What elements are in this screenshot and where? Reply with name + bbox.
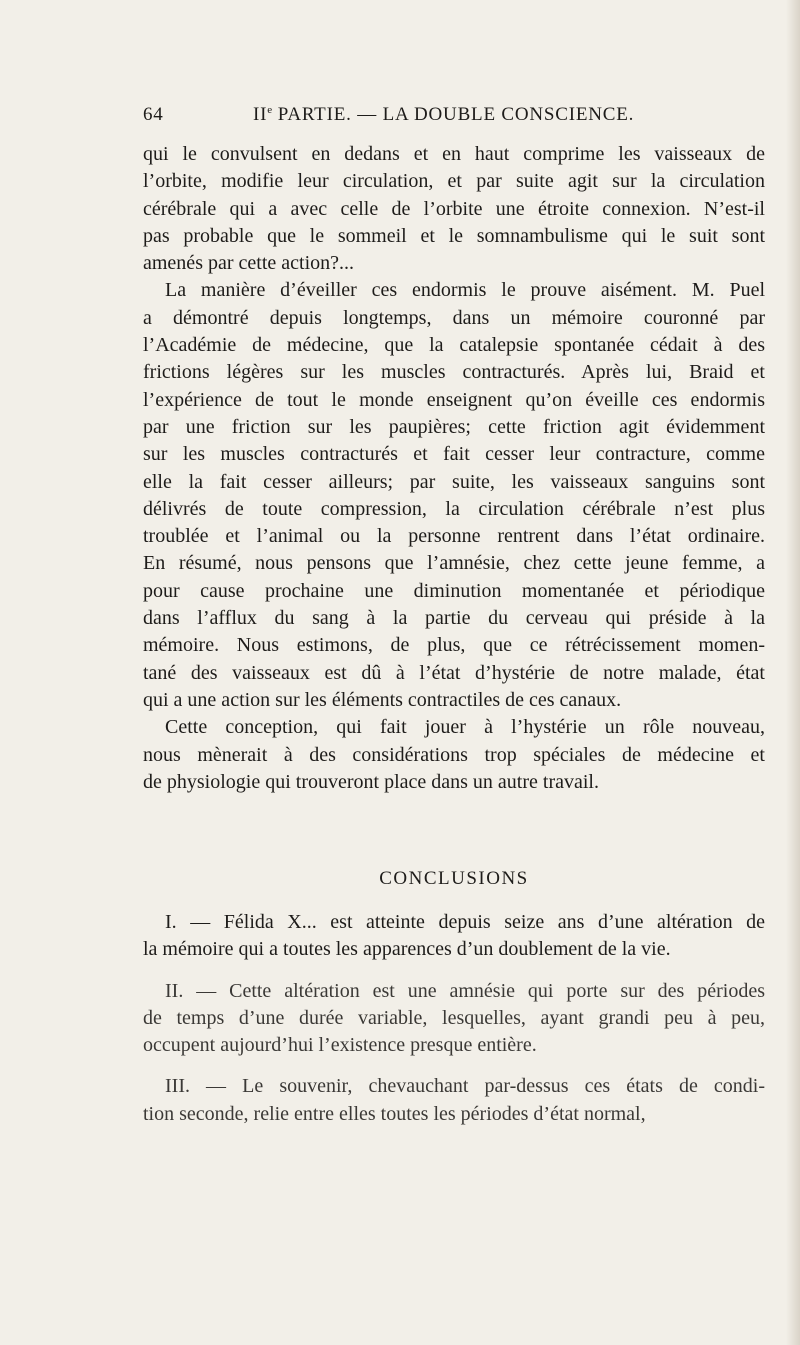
page-number: 64 [143,104,164,125]
text-line: l’Académie de médecine, que la catalepsie spontanée cédait à des [143,334,765,357]
text-line: III. — Le souvenir, chevauchant par-dessus ces états de condi- [165,1075,765,1098]
conclusions-heading: CONCLUSIONS [379,868,529,889]
text-line: frictions légères sur les muscles contracturés. Après lui, Braid et [143,361,765,384]
text-line: par une friction sur les paupières; cette friction agit évidemment [143,415,765,438]
text-line: dans l’afflux du sang à la partie du cerveau qui préside à la [143,607,765,630]
paragraph-2 [143,277,765,714]
paragraph-3 [143,714,765,796]
text-line: tion seconde, relie entre elles toutes les périodes d’état normal, [143,1102,646,1125]
text-line: a démontré depuis longtemps, dans un mémoire couronné par [143,306,765,329]
text-line: occupent aujourd’hui l’existence presque entière. [143,1034,537,1057]
body-text [143,141,765,796]
text-line: II. — Cette altération est une amnésie qui porte sur des périodes [165,979,765,1002]
text-line: I. — Félida X... est atteinte depuis seize ans d’une altération de [165,911,765,933]
page-edge-shadow [786,0,800,1345]
text-line: elle la fait cesser ailleurs; par suite, les vaisseaux sanguins sont [143,470,765,493]
text-line: délivrés de toute compression, la circulation cérébrale n’est plus [143,497,765,520]
running-header [143,104,743,134]
text-line: cérébrale qui a avec celle de l’orbite une étroite connexion. N’est-il [143,197,765,220]
text-line: sur les muscles contracturés et fait cesser leur contracture, comme [143,443,765,466]
part-prefix: II [253,104,268,125]
text-line: nous mènerait à des considérations trop spéciales de médecine et [143,743,765,766]
text-line: la mémoire qui a toutes les apparences d’un doublement de la vie. [143,938,671,961]
text-line: troublée et l’animal ou la personne rentrent dans l’état ordinaire. [143,525,765,548]
conclusion-item-1 [143,909,765,964]
part-title: PARTIE. — LA DOUBLE CONSCIENCE. [272,104,635,125]
conclusion-item-2 [143,978,765,1060]
text-line: qui a une action sur les éléments contractiles de ces canaux. [143,688,622,711]
running-title [253,104,634,126]
conclusion-item-3 [143,1073,765,1128]
text-line: Cette conception, qui fait jouer à l’hystérie un rôle nouveau, [165,716,765,739]
text-line: mémoire. Nous estimons, de plus, que ce rétrécissement momen- [143,634,765,657]
text-line: l’orbite, modifie leur circulation, et par suite agit sur la circulation [143,170,765,193]
part-superscript: e [267,104,273,116]
paragraph-1 [143,141,765,277]
text-line: qui le convulsent en dedans et en haut comprime les vaisseaux de [143,143,765,165]
text-line: tané des vaisseaux est dû à l’état d’hystérie de notre malade, état [143,661,765,684]
text-line: de temps d’une durée variable, lesquelles, ayant grandi peu à peu, [143,1006,765,1029]
text-line: La manière d’éveiller ces endormis le prouve aisément. M. Puel [165,279,765,302]
text-line: pas probable que le sommeil et le somnambulisme qui le suit sont [143,224,765,247]
text-line: de physiologie qui trouveront place dans un autre travail. [143,770,599,793]
conclusions-list [143,909,765,1142]
text-line: pour cause prochaine une diminution momentanée et périodique [143,579,765,602]
text-line: l’expérience de tout le monde enseignent qu’on éveille ces endormis [143,388,765,411]
text-line: En résumé, nous pensons que l’amnésie, chez cette jeune femme, a [143,552,765,575]
text-line: amenés par cette action?... [143,252,354,275]
